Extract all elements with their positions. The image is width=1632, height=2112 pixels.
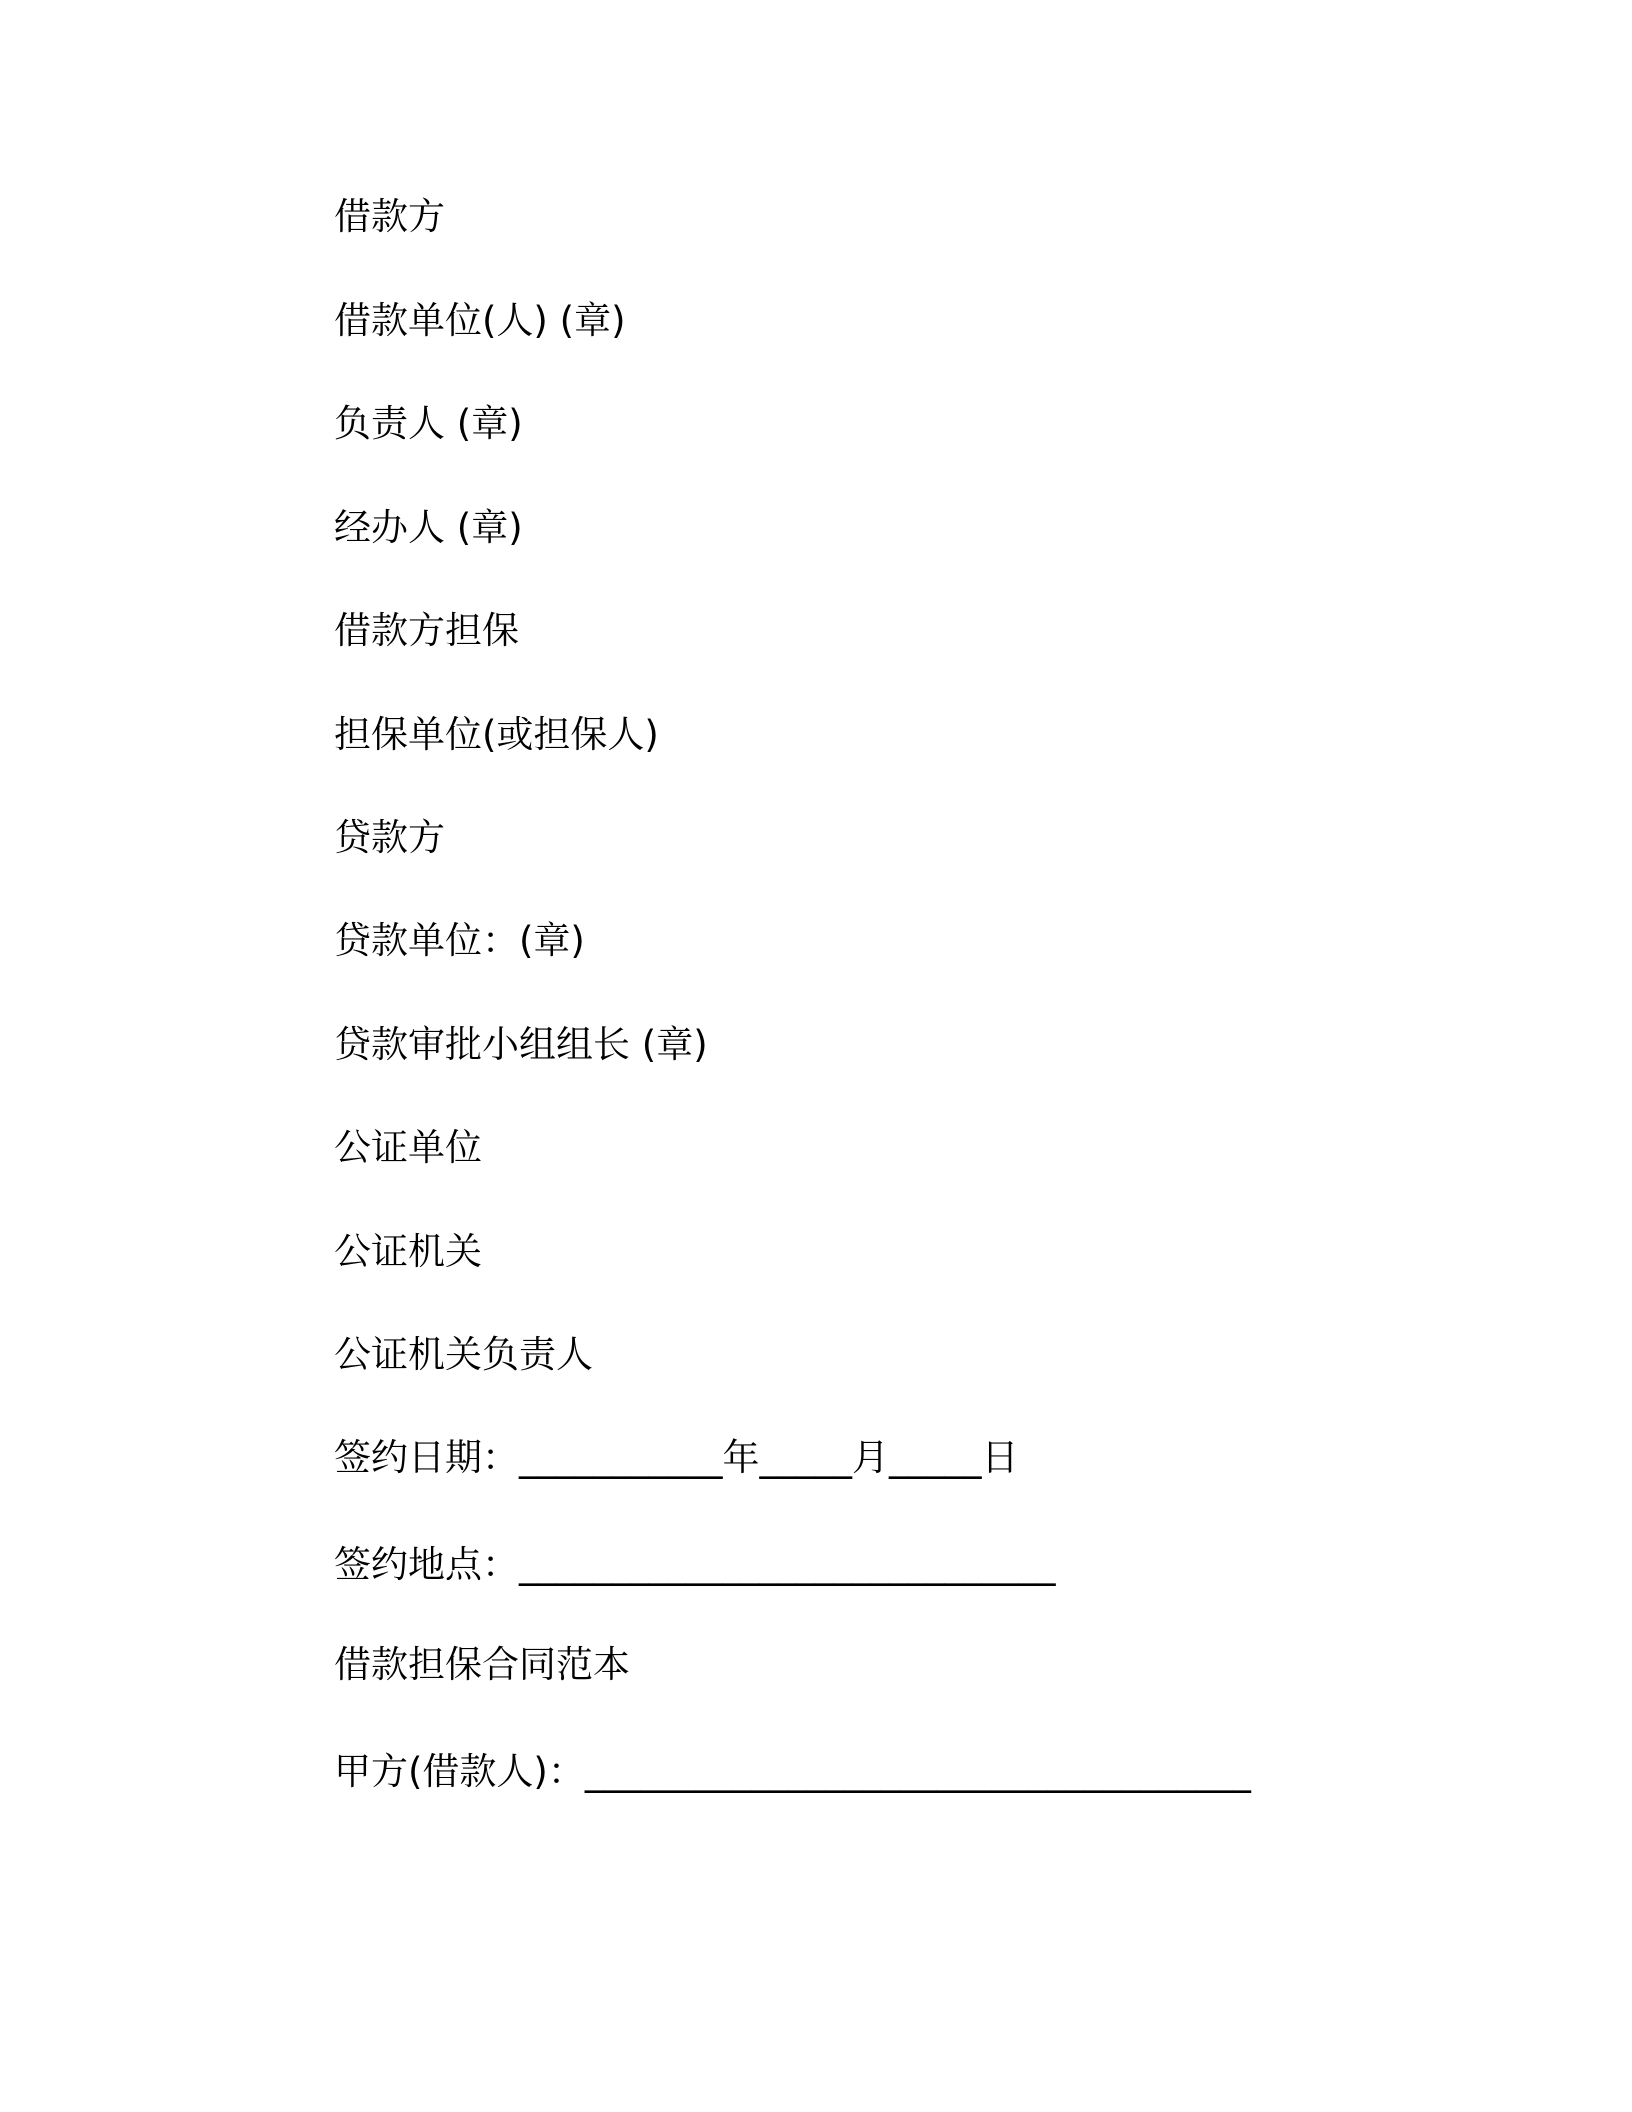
lender-heading: 贷款方 bbox=[334, 816, 445, 859]
signing-place-line: 签约地点：_____________________________ bbox=[334, 1543, 1056, 1586]
notary-office-head-line: 公证机关负责人 bbox=[334, 1333, 593, 1376]
guarantor-unit-line: 担保单位(或担保人) bbox=[334, 713, 659, 756]
handler-line: 经办人 (章) bbox=[334, 506, 523, 549]
notary-unit-line: 公证单位 bbox=[334, 1126, 482, 1169]
contract-template-title: 借款担保合同范本 bbox=[334, 1643, 630, 1686]
borrower-guarantee-heading: 借款方担保 bbox=[334, 609, 519, 652]
party-a-borrower-line: 甲方(借款人)：____________________________________ bbox=[334, 1750, 1251, 1793]
loan-approval-leader-line: 贷款审批小组组长 (章) bbox=[334, 1023, 708, 1066]
borrower-heading: 借款方 bbox=[334, 195, 445, 238]
notary-office-line: 公证机关 bbox=[334, 1230, 482, 1273]
borrower-unit-line: 借款单位(人) (章) bbox=[334, 299, 626, 342]
responsible-person-line: 负责人 (章) bbox=[334, 402, 523, 445]
signing-date-line: 签约日期：___________年_____月_____日 bbox=[334, 1436, 1019, 1479]
lender-unit-line: 贷款单位：(章) bbox=[334, 919, 585, 962]
